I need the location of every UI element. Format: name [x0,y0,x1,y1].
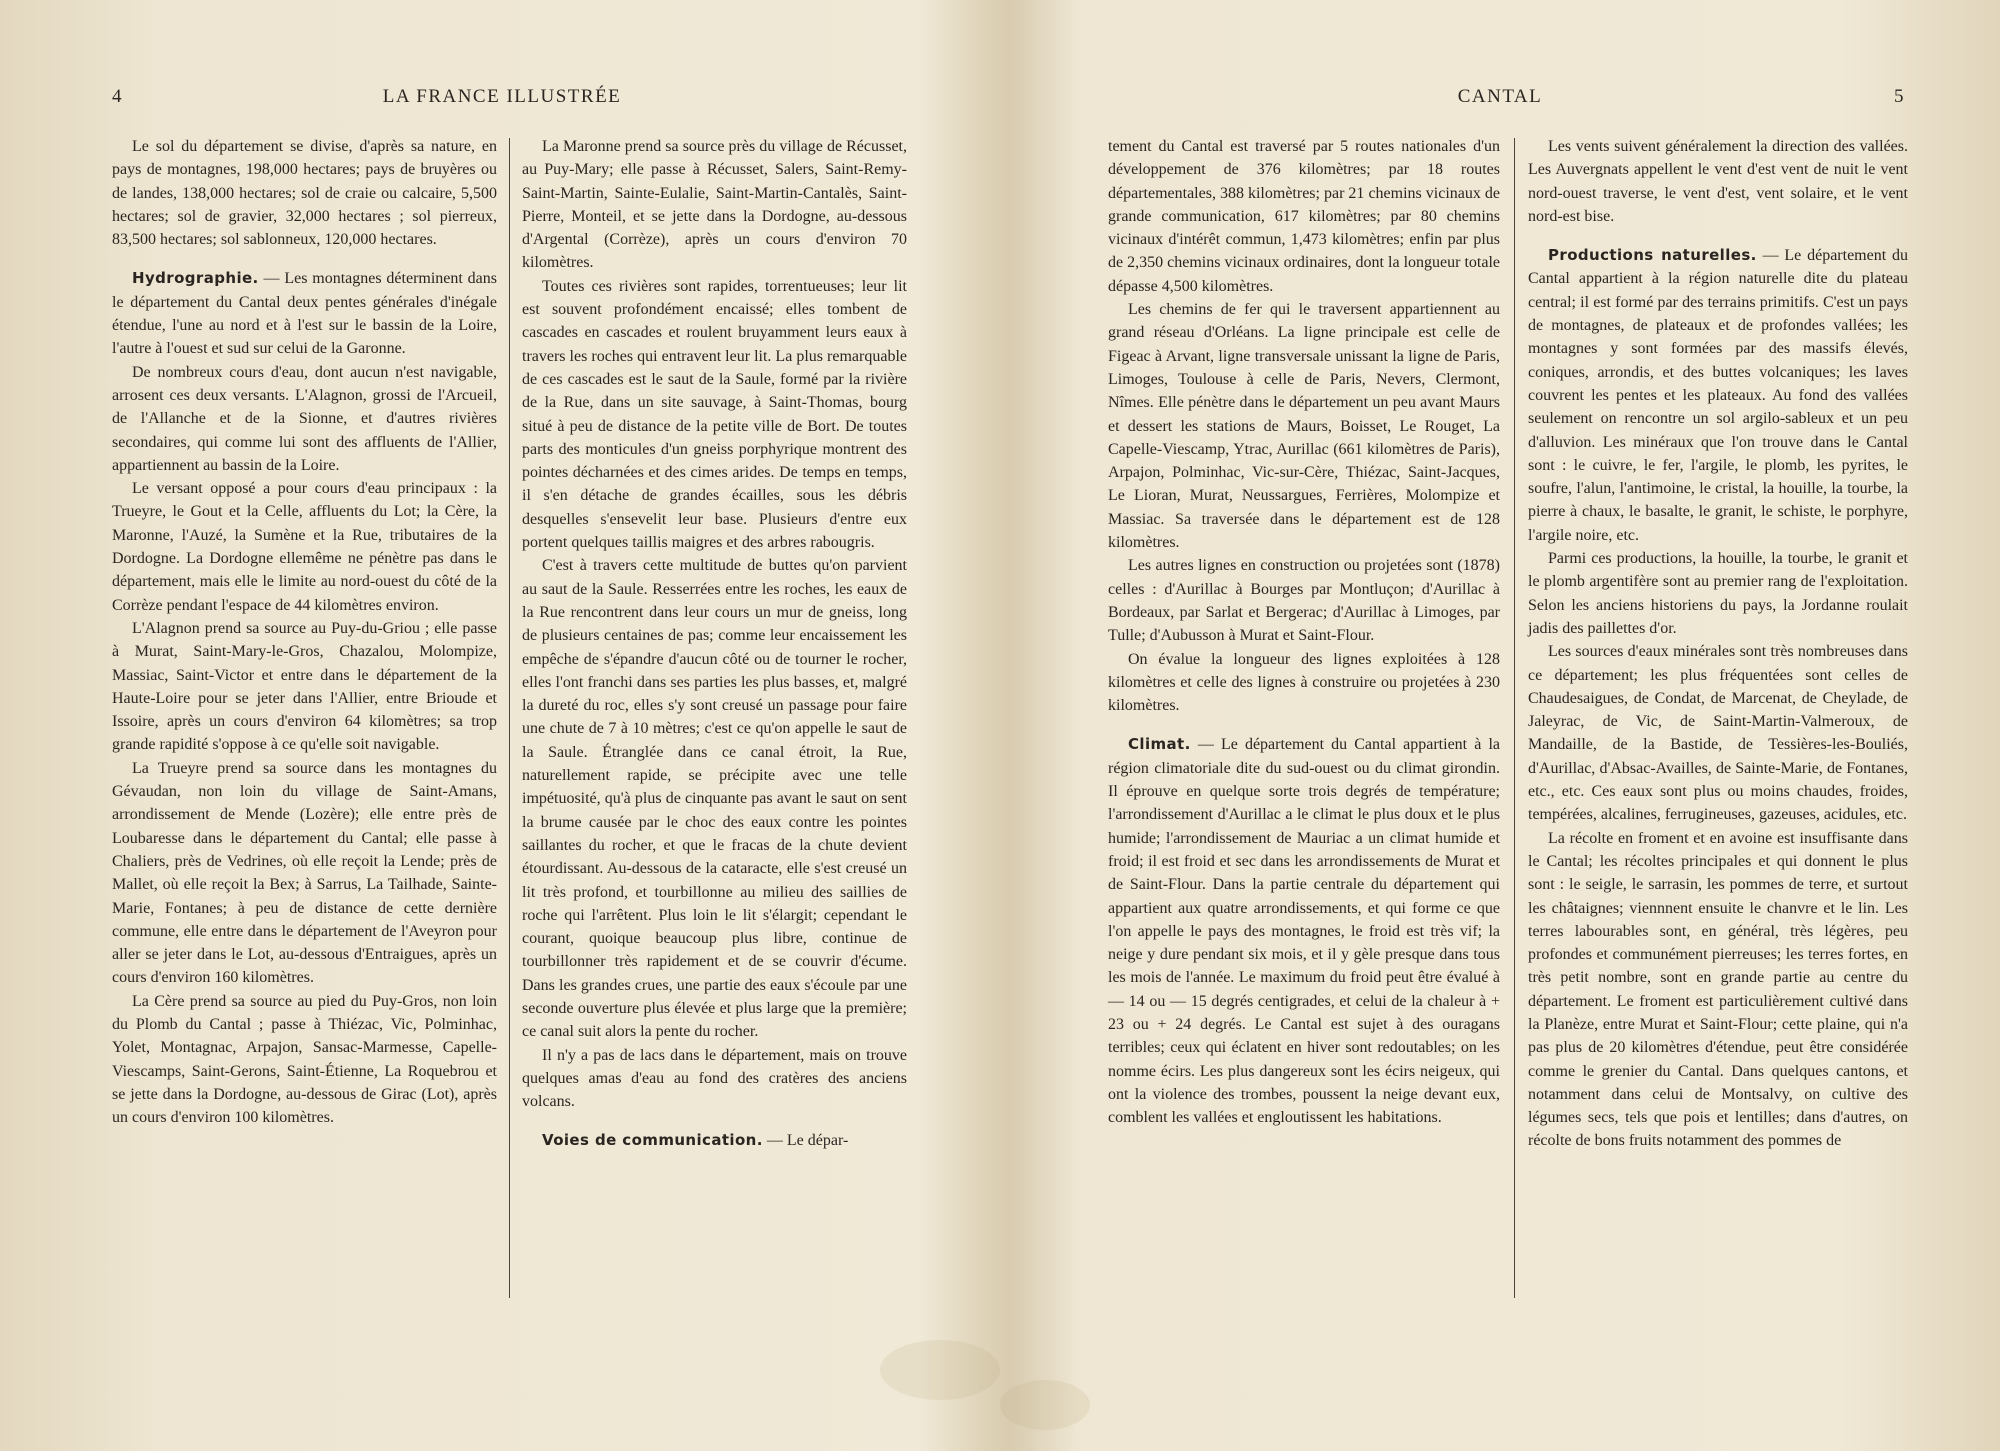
paragraph [1108,135,1500,298]
section-paragraph [1528,244,1908,547]
paragraph-text: Les chemins de fer qui le traversent appartiennent au grand réseau d'Orléans. La ligne principale est celle de Figeac à Arvant, ligne transversale unissant la ligne de Paris, Limoges, Toulouse à celle de Paris, Nevers, Clermont, Nîmes. Elle pénètre dans le département un peu avant Maurs et dessert les stations de Maurs, Boisset, Le Rouget, La Capelle-Viescamp, Ytrac, Aurillac (661 kilomètres de Paris), Arpajon, Polminhac, Vic-sur-Cère, Thiézac, Saint-Jacques, Le Lioran, Murat, Neussargues, Ferrières, Molompize et Massiac. Sa traversée dans le département est de 128 kilomètres. [1108,301,1500,552]
paragraph [522,275,907,555]
paragraph-text: — Le dépar- [762,1132,849,1150]
page-number: 4 [112,86,123,107]
paragraph-text: Toutes ces rivières sont rapides, torrentueuses; leur lit est souvent profondément encaissé; elles tombent de cascades en cascades et roulent bruyamment leurs eaux à travers les roches qui entravent leur lit. La plus remarquable de ces cascades est le saut de la Saule, formé par la rivière de la Rue, dans un site sauvage, à Saint-Thomas, bourg situé à peu de distance de la petite ville de Bort. De toutes parts des monticules d'un gneiss porphyrique montrent des pointes décharnées et des cimes arides. De temps en temps, il s'en détache de grandes écailles, sous les débris desquelles s'ensevelit leur base. Plusieurs d'entre eux portent quelques taillis maigres et des arbres rabougris. [522,277,907,552]
paragraph-text: On évalue la longueur des lignes exploitées à 128 kilomètres et celle des lignes à construire ou projetées à 230 kilomètres. [1108,650,1500,715]
paragraph [522,1044,907,1114]
paragraph [112,135,497,251]
paragraph [522,135,907,275]
section-heading: Productions naturelles. [1548,246,1757,265]
section-heading: Hydrographie. [132,269,259,288]
paragraph [112,757,497,990]
paragraph-text: — Le département du Cantal appartient à la région naturelle dite du plateau central; il est formé par des terrains primitifs. C'est un pays de montagnes, de plateaux et de profondes vallées; les montagnes y sont formées par des massifs élevés, coniques, arrondis, et des buttes volcaniques; les laves couvrent les pentes et les plateaux. Au fond des vallées seulement on rencontre un sol argilo-sableux et un peu d'alluvion. Les minéraux que l'on trouve dans le Cantal sont : le cuivre, le fer, l'argile, le plomb, les pyrites, le soufre, l'alun, l'antimoine, le cristal, la houille, la tourbe, la pierre à chaux, le basalte, le granit, le schiste, le porphyre, l'argile noire, etc. [1528,247,1908,544]
paragraph-text: Le versant opposé a pour cours d'eau principaux : la Trueyre, le Gout et la Celle, affluents du Lot; la Cère, la Maronne, l'Auzé, la Sumène et la Rue, tributaires de la Dordogne. La Dordogne ellemême ne pénètre pas dans le département, mais elle le limite au nord-ouest du côté de la Corrèze pendant l'espace de 44 kilomètres environ. [112,480,497,614]
paragraph [112,361,497,477]
text-column-2 [522,135,907,1153]
text-column-1 [1108,135,1500,1129]
paragraph-text: C'est à travers cette multitude de buttes qu'on parvient au saut de la Saule. Resserrées entre les roches, les eaux de la Rue rencontrent dans leur cours un mur de gneiss, long de plusieurs centaines de pas; comme leur encaissement les empêche de s'épandre d'aucun côté ou de tourner le rocher, elles l'ont franchi dans ses parties les plus basses, et, malgré la dureté du roc, elles s'y sont creusé un passage pour faire une chute de 7 à 10 mètres; c'est ce qu'on appelle le saut de la Saule. Étranglée dans ce canal étroit, la Rue, naturellement rapide, se précipite avec une telle impétuosité, qu'à plus de cinquante pas avant le saut on sent la brume causée par le choc des eaux contre les pointes saillantes du rocher, et que le fracas de la chute devient étourdissant. Au-dessous de la cataracte, elle s'est creusé un lit très profond, et tourbillonne au milieu des saillies de roche qui l'arrêtent. Plus loin le lit s'élargit; cependant le courant, quoique beaucoup plus libre, continue de tourbillonner très rapidement et de se couvrir d'écume. Dans les grandes crues, une partie des eaux s'écoule par une seconde ouverture plus élevée et plus large que la première; ce canal suit alors la pente du rocher. [522,557,907,1041]
paragraph [522,554,907,1043]
paragraph-text: Parmi ces productions, la houille, la tourbe, le granit et le plomb argentifère sont au premier rang de l'exploitation. Selon les anciens historiens du pays, la Jordanne roulait jadis des paillettes d'or. [1528,550,1908,637]
text-column-1 [112,135,497,1129]
section-paragraph [522,1129,907,1152]
paragraph [1528,640,1908,826]
paragraph [1528,547,1908,640]
paragraph [1108,554,1500,647]
running-header [1095,86,1905,116]
right-page [1000,0,2000,1451]
paragraph [1528,135,1908,228]
paragraph-text: Il n'y a pas de lacs dans le département, mais on trouve quelques amas d'eau au fond des cratères des anciens volcans. [522,1046,907,1111]
section-paragraph [112,267,497,360]
paragraph [1108,298,1500,554]
paragraph-text: La Cère prend sa source au pied du Puy-Gros, non loin du Plomb du Cantal ; passe à Thiézac, Vic, Polminhac, Yolet, Montagnac, Arpajon, Sansac-Marmesse, Capelle-Viescamps, Saint-Gerons, Saint-Étienne, La Roquebrou et se jette dans la Dordogne, au-dessous de Girac (Lot), après un cours d'environ 100 kilomètres. [112,992,497,1127]
paragraph-text: De nombreux cours d'eau, dont aucun n'est navigable, arrosent ces deux versants. L'Alagnon, grossi de l'Arcueil, de l'Allanche et de la Sionne, et d'autres rivières secondaires, qui comme lui sont des affluents de l'Allier, appartiennent au bassin de la Loire. [112,363,497,474]
paragraph-text: L'Alagnon prend sa source au Puy-du-Griou ; elle passe à Murat, Saint-Mary-le-Gros, Chazalou, Molompize, Massiac, Saint-Victor et entre dans le département de la Haute-Loire pour se jeter dans l'Allier, entre Brioude et Issoire, après un cours d'environ 64 kilomètres; sa trop grande rapidité s'oppose à ce qu'elle soit navigable. [112,619,497,754]
section-heading: Climat. [1128,735,1191,754]
paragraph-text: tement du Cantal est traversé par 5 routes nationales d'un développement de 376 kilomètres; par 18 routes départementales, 388 kilomètres; par 21 chemins vicinaux de grande communication, 617 kilomètres; par 80 chemins vicinaux d'intérêt commun, 1,473 kilomètres; enfin par plus de 2,350 chemins vicinaux ordinaires, dont la longueur totale dépasse 4,500 kilomètres. [1108,138,1500,295]
paragraph-text: Le sol du département se divise, d'après sa nature, en pays de montagnes, 198,000 hectares; pays de bruyères ou de landes, 138,000 hectares; sol de craie ou calcaire, 5,500 hectares; sol de gravier, 32,000 hectares ; sol pierreux, 83,500 hectares; sol sablonneux, 120,000 hectares. [112,138,497,249]
section-paragraph [1108,733,1500,1129]
paragraph [1108,648,1500,718]
paragraph-text: — Le département du Cantal appartient à la région climatoriale dite du sud-ouest ou du climat girondin. Il éprouve en quelque sorte trois degrés de température; l'arrondissement d'Aurillac a le climat le plus doux et le plus humide; l'arrondissement de Mauriac a un climat humide et froid; il est froid et sec dans les arrondissements de Murat et de Saint-Flour. Dans la partie centrale du département qui appartient aux quatre arrondissements, et qui forme ce que l'on appelle le pays des montagnes, le froid est très vif; la neige y dure pendant six mois, et il y gèle presque dans tous les mois de l'année. Le maximum du froid peut être évalué à — 14 ou — 15 degrés centigrades, et celui de la chaleur à + 23 ou + 24 degrés. Le Cantal est sujet à des ouragans terribles; ceux qui éclatent en hiver sont redoutables; on les nomme écirs. Les plus dangereux sont les écirs neigeux, qui ont la violence des trombes, poussent la neige devant eux, comblent les vallées et engloutissent les habitations. [1108,736,1500,1127]
paragraph [1528,827,1908,1153]
paragraph-text: Les vents suivent généralement la direction des vallées. Les Auvergnats appellent le vent d'est vent de nuit le vent nord-ouest traverse, le vent d'est, vent solaire, et le vent nord-est bise. [1528,138,1908,225]
paragraph [112,990,497,1130]
paragraph-text: La Trueyre prend sa source dans les montagnes du Gévaudan, non loin du village de Saint-Amans, arrondissement de Mende (Lozère); elle entre près de Loubaresse dans le département du Cantal; elle passe à Chaliers, près de Vedrines, où elle reçoit la Lende; près de Mallet, où elle reçoit la Bex; à Sarrus, La Tailhade, Sainte-Marie, Fontanes; à peu de distance de cette dernière commune, elle entre dans le département de l'Aveyron pour aller se jeter dans le Lot, au-dessous d'Entraigues, après un cours d'environ 160 kilomètres. [112,759,497,987]
paragraph-text: La récolte en froment et en avoine est insuffisante dans le Cantal; les récoltes principales et qui donnent le plus sont : le seigle, le sarrasin, les pommes de terre, et surtout les châtaignes; viennnent ensuite le chanvre et le lin. Les terres labourables sont, en général, très légères, peu profondes et communément pierreuses; les terres fortes, en très petit nombre, sont en grande partie au centre du département. Le froment est particulièrement cultivé dans la Planèze, entre Murat et Saint-Flour; cette plaine, qui n'a pas plus de 20 kilomètres d'étendue, peut être considérée comme le grenier du Cantal. Dans quelques cantons, et notamment dans celui de Montsalvy, on cultive des légumes secs, tels que pois et lentilles; dans d'autres, on récolte de bons fruits notamment des pommes de [1528,829,1908,1150]
running-title: LA FRANCE ILLUSTRÉE [382,86,622,107]
column-rule [509,138,510,1298]
paragraph [112,477,497,617]
paragraph-text: Les autres lignes en construction ou projetées sont (1878) celles : d'Aurillac à Bourges par Montluçon; d'Aurillac à Bordeaux, par Sarlat et Bergerac; d'Aurillac à Limoges, par Tulle; d'Aubusson à Murat et Saint-Flour. [1108,557,1500,645]
paragraph-text: Les sources d'eaux minérales sont très nombreuses dans ce département; les plus fréquentées sont celles de Chaudesaigues, de Condat, de Marcenat, de Cheylade, de Jaleyrac, de Vic, de Saint-Martin-Valmeroux, de Mandaille, de la Bastide, de Tessières-les-Bouliés, d'Aurillac, d'Absac-Availles, de Sainte-Marie, de Fontanes, etc., etc. Ces eaux sont plus ou moins chaudes, froides, tempérées, alcalines, ferrugineuses, gazeuses, acidules, etc. [1528,643,1908,824]
paragraph-text: — Les montagnes déterminent dans le département du Cantal deux pentes générales d'inégale étendue, l'une au nord et à l'est sur le bassin de la Loire, l'autre à l'ouest et sud sur celui de la Garonne. [112,270,497,358]
paragraph [112,617,497,757]
running-title: CANTAL [1457,86,1543,107]
running-header [112,86,892,116]
column-rule [1514,138,1515,1298]
paragraph-text: La Maronne prend sa source près du village de Récusset, au Puy-Mary; elle passe à Récusset, Salers, Saint-Remy-Saint-Martin, Sainte-Eulalie, Saint-Martin-Cantalès, Saint-Pierre, Monteil, et se jette dans la Dordogne, au-dessous d'Argental (Corrèze), après un cours d'environ 70 kilomètres. [522,138,907,272]
section-heading: Voies de communication. [542,1131,763,1150]
text-column-2 [1528,135,1908,1153]
page-number: 5 [1894,86,1905,107]
